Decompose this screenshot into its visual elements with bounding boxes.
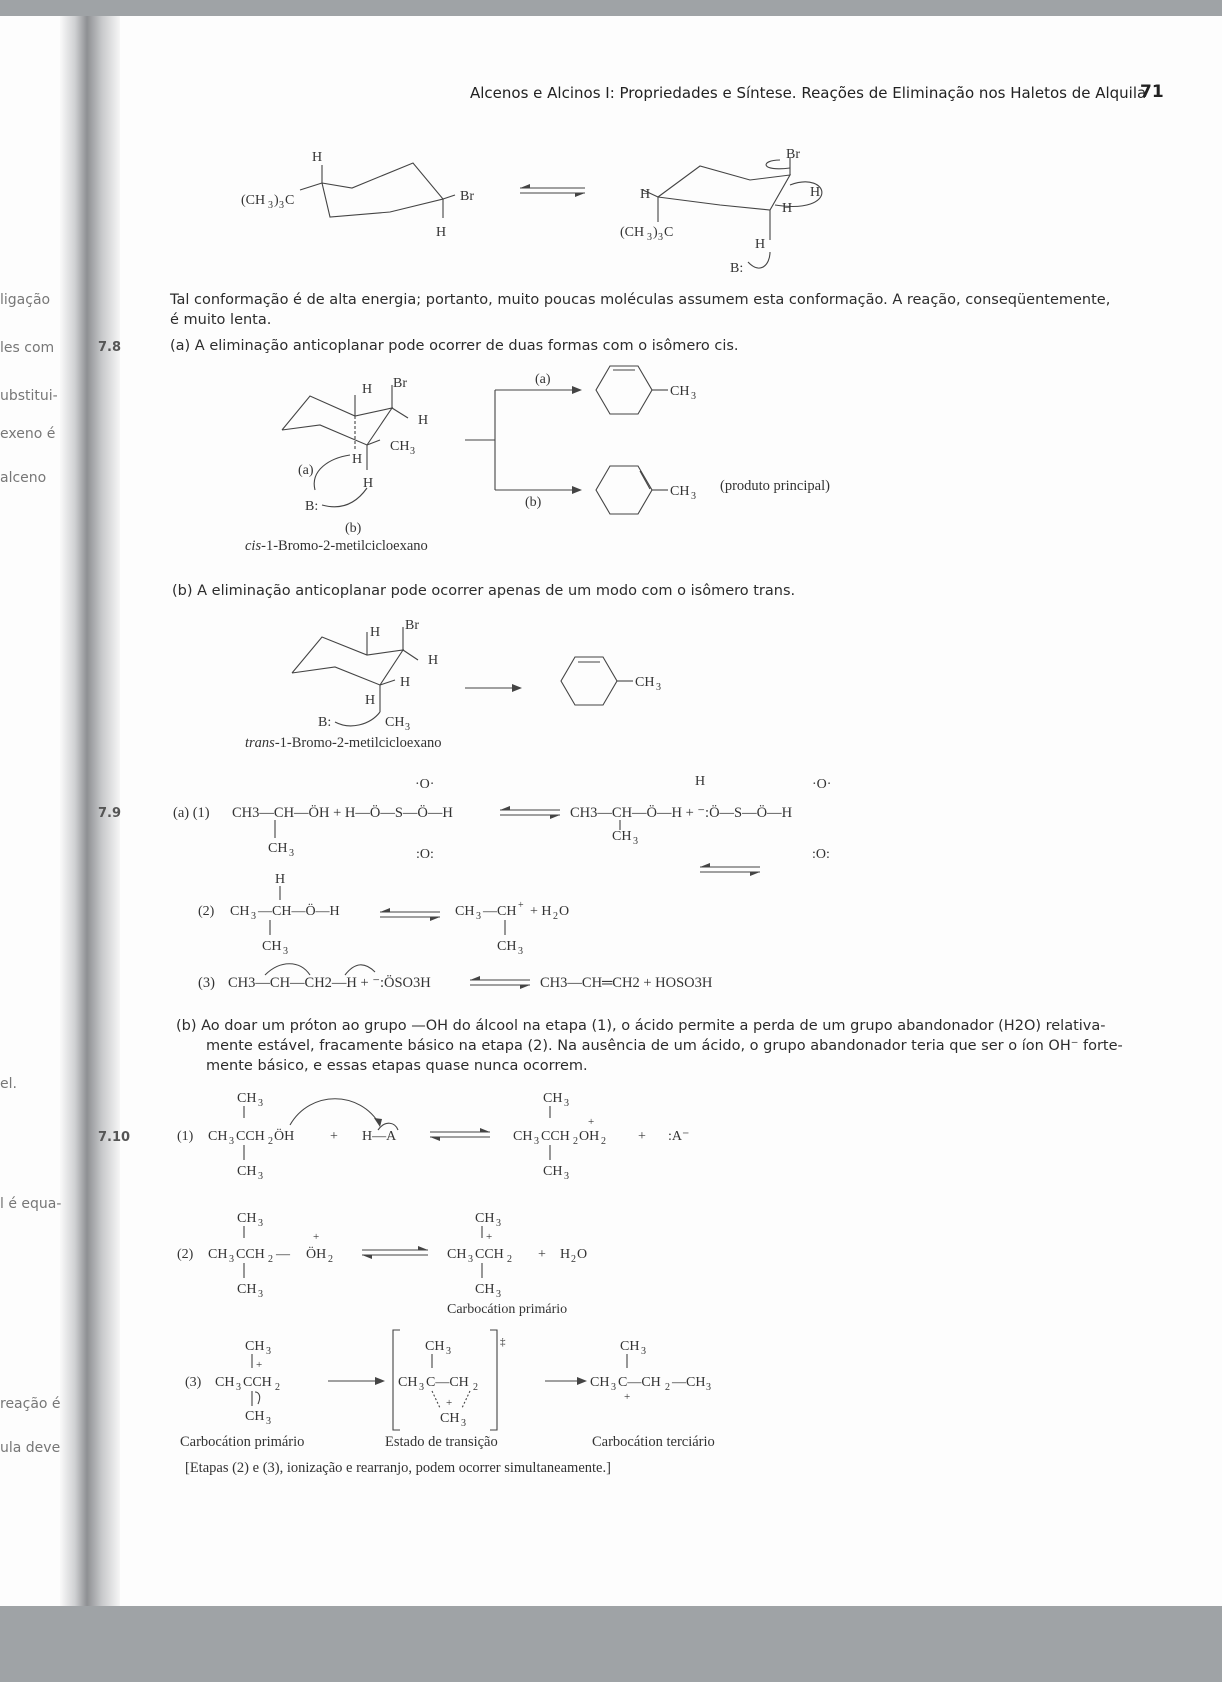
svg-text:H: H: [782, 201, 793, 216]
svg-text:Br: Br: [786, 147, 800, 162]
svg-text:CH: CH: [425, 1339, 445, 1354]
page-number: 71: [1140, 82, 1164, 102]
svg-text:Br: Br: [393, 376, 407, 391]
svg-text:CCH: CCH: [236, 1247, 265, 1262]
svg-text:·O·: ·O·: [415, 777, 435, 792]
part-b-line: mente estável, fracamente básico na etapa (2). Na ausência de um ácido, o grupo abandonador teria que ser o íon OH⁻ forte-: [206, 1038, 1123, 1054]
svg-text:CH: CH: [385, 715, 405, 730]
svg-text:ÖH: ÖH: [306, 1247, 327, 1262]
svg-text:3: 3: [289, 848, 294, 859]
svg-text:3: 3: [633, 836, 638, 847]
svg-text:3: 3: [283, 946, 288, 957]
problem-7-8-part-b: (b) A eliminação anticoplanar pode ocorrer apenas de um modo com o isômero trans.: [172, 583, 796, 599]
svg-text:CH: CH: [215, 1375, 235, 1390]
svg-text:CCH: CCH: [243, 1375, 272, 1390]
svg-text:3: 3: [419, 1382, 424, 1393]
part-b-line: mente básico, e essas etapas quase nunca ocorrem.: [206, 1058, 588, 1074]
svg-text:CH: CH: [237, 1091, 257, 1106]
svg-text:ÖH: ÖH: [274, 1129, 295, 1144]
svg-text:3: 3: [476, 911, 481, 922]
svg-text:2: 2: [571, 1254, 576, 1265]
svg-text:(a): (a): [298, 463, 314, 478]
running-title: Alcenos e Alcinos I: Propriedades e Síntese. Reações de Eliminação nos Haletos de Alquila: [470, 84, 1147, 102]
svg-text:3: 3: [405, 722, 410, 733]
svg-text:3: 3: [236, 1382, 241, 1393]
svg-text:O: O: [577, 1247, 588, 1262]
svg-text:H: H: [365, 693, 376, 708]
svg-text:H: H: [560, 1247, 571, 1262]
svg-text:C—CH: C—CH: [618, 1375, 661, 1390]
major-product-label: (produto principal): [720, 478, 830, 494]
svg-text:2: 2: [268, 1254, 273, 1265]
intro-paragraph-line: é muito lenta.: [170, 312, 272, 328]
svg-text:H: H: [312, 150, 323, 165]
equation-left: CH3—CH—ÖH + H—Ö—S—Ö—H: [232, 805, 453, 821]
svg-text:3: 3: [258, 1171, 263, 1182]
svg-text:B:: B:: [318, 715, 332, 730]
svg-text:CH: CH: [398, 1375, 418, 1390]
svg-text:Br: Br: [460, 189, 474, 204]
left-page-fragment: ubstitui-: [0, 388, 58, 404]
svg-text:‡: ‡: [500, 1336, 506, 1348]
svg-text:(1): (1): [177, 1129, 194, 1144]
svg-text:3: 3: [611, 1382, 616, 1393]
svg-text:(2): (2): [177, 1247, 194, 1262]
svg-text:2: 2: [473, 1382, 478, 1393]
svg-text:3: 3: [266, 1416, 271, 1427]
svg-text:+: +: [330, 1129, 338, 1144]
svg-text::O:: :O:: [416, 847, 434, 862]
svg-text:C—CH: C—CH: [426, 1375, 469, 1390]
svg-text:OH: OH: [579, 1129, 600, 1144]
svg-text:+: +: [624, 1391, 631, 1403]
svg-text:CH: CH: [237, 1282, 257, 1297]
footnote: [Etapas (2) e (3), ionização e rearranjo, podem ocorrer simultaneamente.]: [185, 1460, 611, 1476]
intro-paragraph-line: Tal conformação é de alta energia; portanto, muito poucas moléculas assumem esta conformação. A reação, conseqüentemente,: [170, 292, 1111, 308]
svg-text:3: 3: [691, 491, 696, 502]
svg-text:H: H: [352, 452, 363, 467]
svg-text:CH: CH: [208, 1247, 228, 1262]
svg-text:3: 3: [518, 946, 523, 957]
svg-text:+: +: [518, 900, 524, 911]
left-page-fragment: alceno: [0, 470, 47, 486]
svg-text:CH: CH: [230, 904, 250, 919]
svg-text:+: +: [256, 1359, 263, 1371]
svg-text:3: 3: [266, 1346, 271, 1357]
svg-text:H: H: [363, 476, 374, 491]
svg-text:—CH: —CH: [483, 904, 517, 919]
svg-text:2: 2: [275, 1382, 280, 1393]
svg-text:Carbocátion primário: Carbocátion primário: [447, 1302, 568, 1317]
svg-text:3: 3: [258, 1289, 263, 1300]
svg-text:(CH: (CH: [620, 225, 645, 240]
svg-text:CH: CH: [475, 1282, 495, 1297]
svg-text::A⁻: :A⁻: [668, 1129, 690, 1144]
svg-text:3: 3: [656, 682, 661, 693]
svg-text:CH: CH: [612, 829, 632, 844]
label-transition-state: Estado de transição: [385, 1434, 498, 1450]
svg-text:H: H: [810, 185, 821, 200]
svg-text:): ): [653, 225, 658, 240]
left-page-fragment: ligação: [0, 292, 51, 308]
svg-text:): ): [274, 193, 279, 208]
svg-text:H: H: [370, 625, 381, 640]
svg-text:3: 3: [251, 911, 256, 922]
svg-text:3: 3: [647, 232, 652, 243]
part-b-line: (b) Ao doar um próton ao grupo —OH do álcool na etapa (1), o ácido permite a perda de um grupo abandonador (H2O) relativa-: [176, 1018, 1106, 1034]
svg-text:2: 2: [601, 1136, 606, 1147]
svg-text:3: 3: [446, 1346, 451, 1357]
svg-text:3: 3: [691, 391, 696, 402]
svg-text:3: 3: [229, 1254, 234, 1265]
svg-text:CH: CH: [635, 675, 655, 690]
svg-text:CH: CH: [543, 1164, 563, 1179]
svg-text:·O·: ·O·: [812, 777, 832, 792]
svg-text:(a): (a): [535, 372, 551, 387]
svg-text:2: 2: [268, 1136, 273, 1147]
svg-text:H: H: [418, 413, 429, 428]
svg-text:H—A: H—A: [362, 1129, 397, 1144]
left-page-fragment: el.: [0, 1076, 17, 1092]
left-page-fragment: exeno é: [0, 426, 56, 442]
svg-text:CH: CH: [390, 439, 410, 454]
svg-text:CH: CH: [620, 1339, 640, 1354]
svg-text:CH: CH: [268, 841, 288, 856]
svg-text:B:: B:: [305, 499, 319, 514]
svg-text:(3): (3): [185, 1375, 202, 1390]
label-primary-cation: Carbocátion primário: [180, 1434, 305, 1450]
svg-text:CH: CH: [497, 939, 517, 954]
svg-text:3: 3: [410, 446, 415, 457]
svg-text:CH: CH: [670, 384, 690, 399]
svg-text:H: H: [428, 653, 439, 668]
left-page-fragment: l é equa-: [0, 1196, 62, 1212]
step-label: (3): [198, 975, 215, 991]
svg-text:CH: CH: [590, 1375, 610, 1390]
svg-text:3: 3: [258, 1218, 263, 1229]
svg-text:2: 2: [573, 1136, 578, 1147]
problem-number: 7.9: [98, 806, 122, 821]
svg-text:2: 2: [665, 1382, 670, 1393]
svg-text:2: 2: [507, 1254, 512, 1265]
svg-text:3: 3: [496, 1218, 501, 1229]
svg-text:3: 3: [279, 200, 284, 211]
svg-text:Br: Br: [405, 618, 419, 633]
svg-text:—CH—Ö—H: —CH—Ö—H: [258, 904, 340, 919]
svg-text:3: 3: [468, 1254, 473, 1265]
svg-text:—CH: —CH: [672, 1375, 706, 1390]
svg-text:H: H: [640, 187, 651, 202]
trans-compound-name: trans-1-Bromo-2-metilcicloexano: [245, 735, 442, 751]
svg-text:CH: CH: [670, 484, 690, 499]
problem-number: 7.10: [98, 1130, 131, 1145]
equation-right: CH3—CH—Ö—H + ⁻:Ö—S—Ö—H: [570, 805, 793, 821]
left-page-fragment: reação é: [0, 1396, 61, 1412]
svg-text:H: H: [400, 675, 411, 690]
svg-text::O:: :O:: [812, 847, 830, 862]
svg-text:CCH: CCH: [541, 1129, 570, 1144]
svg-text:CCH: CCH: [475, 1247, 504, 1262]
svg-text:(b): (b): [345, 521, 362, 536]
svg-text:B:: B:: [730, 261, 744, 276]
svg-text:CH: CH: [475, 1211, 495, 1226]
svg-text:C: C: [664, 225, 674, 240]
svg-text:+: +: [313, 1231, 320, 1243]
svg-text:3: 3: [564, 1171, 569, 1182]
svg-text:H: H: [755, 237, 766, 252]
svg-text:H: H: [695, 774, 706, 789]
svg-text:2: 2: [553, 911, 558, 922]
svg-text:3: 3: [658, 232, 663, 243]
svg-text:H: H: [275, 872, 286, 887]
left-page-fragment: les com: [0, 340, 55, 356]
svg-text:3: 3: [258, 1098, 263, 1109]
svg-text:3: 3: [229, 1136, 234, 1147]
svg-text:3: 3: [534, 1136, 539, 1147]
problem-number: 7.8: [98, 340, 122, 355]
svg-text:3: 3: [461, 1418, 466, 1429]
svg-text:3: 3: [496, 1289, 501, 1300]
svg-text:+: +: [486, 1231, 493, 1243]
svg-text:CH: CH: [245, 1409, 265, 1424]
label-tertiary-cation: Carbocátion terciário: [592, 1434, 715, 1450]
equation-left: CH3—CH—CH2—H + ⁻:ÖSO3H: [228, 975, 431, 991]
svg-text:+: +: [538, 1247, 546, 1262]
svg-text:CH: CH: [440, 1411, 460, 1426]
svg-text:H: H: [362, 382, 373, 397]
svg-text:3: 3: [268, 200, 273, 211]
svg-text:H: H: [436, 225, 447, 240]
svg-text:+: +: [446, 1397, 453, 1409]
svg-text:3: 3: [564, 1098, 569, 1109]
svg-text:C: C: [285, 193, 295, 208]
svg-text:CH: CH: [237, 1211, 257, 1226]
svg-text:+: +: [588, 1116, 595, 1128]
svg-text:(CH: (CH: [241, 193, 266, 208]
svg-text:CH: CH: [543, 1091, 563, 1106]
svg-text:O: O: [559, 904, 570, 919]
svg-text:CH: CH: [262, 939, 282, 954]
svg-text:2: 2: [328, 1254, 333, 1265]
left-page-fragment: ula deve: [0, 1440, 61, 1456]
svg-text:3: 3: [641, 1346, 646, 1357]
problem-7-8-part-a: (a) A eliminação anticoplanar pode ocorrer de duas formas com o isômero cis.: [170, 338, 739, 354]
svg-text:CH: CH: [455, 904, 475, 919]
svg-text:+ H: + H: [530, 904, 552, 919]
svg-text:CH: CH: [447, 1247, 467, 1262]
svg-text:(2): (2): [198, 904, 215, 919]
svg-text:(b): (b): [525, 495, 542, 510]
svg-text:CH: CH: [513, 1129, 533, 1144]
step-label: (a) (1): [173, 805, 210, 821]
svg-text:—: —: [276, 1247, 290, 1262]
svg-text:3: 3: [706, 1382, 711, 1393]
svg-text:CH: CH: [237, 1164, 257, 1179]
svg-text:+: +: [638, 1129, 646, 1144]
equation-right: CH3—CH═CH2 + HOSO3H: [540, 975, 713, 991]
svg-text:CCH: CCH: [236, 1129, 265, 1144]
cis-compound-name: cis-1-Bromo-2-metilcicloexano: [245, 538, 428, 554]
svg-text:CH: CH: [245, 1339, 265, 1354]
svg-text:CH: CH: [208, 1129, 228, 1144]
